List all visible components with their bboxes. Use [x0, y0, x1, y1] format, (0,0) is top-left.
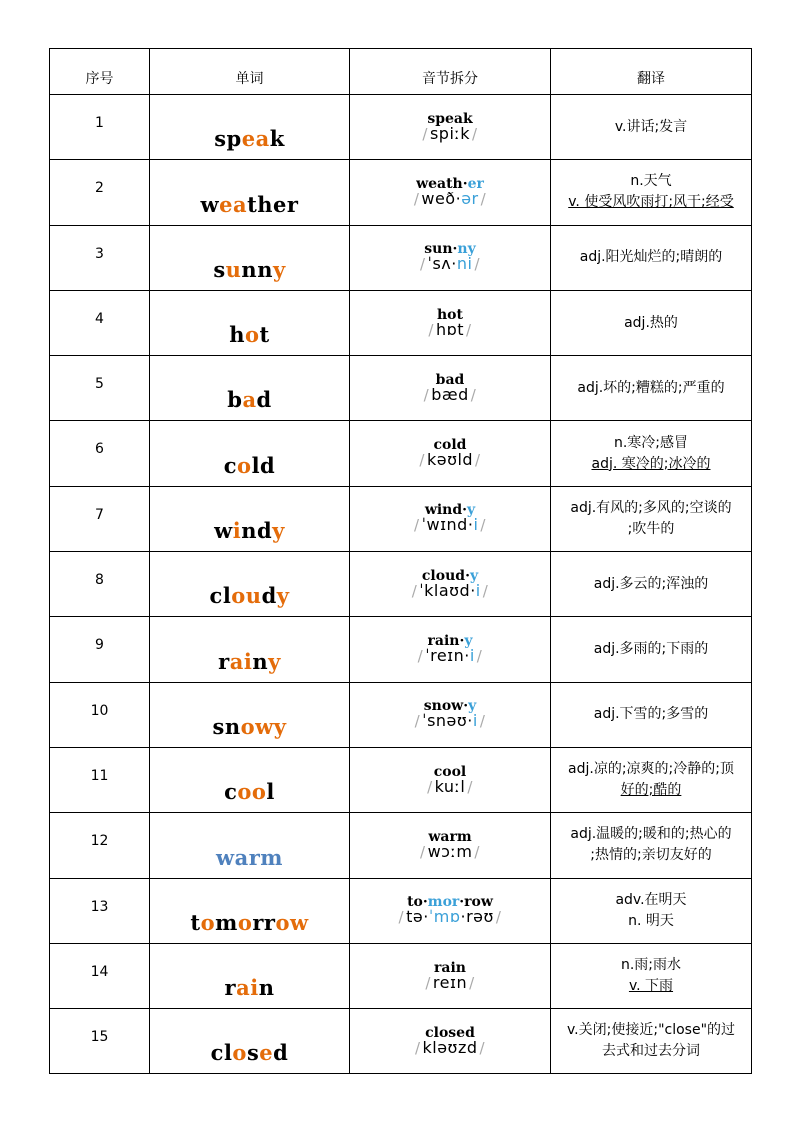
word-segment: y	[272, 256, 286, 282]
phonetic-slash-close: /	[476, 647, 483, 666]
word-segment: w	[200, 191, 220, 217]
phonetic-transcription	[350, 452, 550, 468]
phonetic-transcription	[350, 384, 550, 404]
word-segment: y	[276, 583, 290, 609]
translation-cell	[551, 1009, 752, 1074]
syllable-cell	[350, 1009, 551, 1074]
phonetic-segment: ˈklaʊd	[419, 580, 471, 600]
syllable-segment: row	[464, 894, 493, 911]
phonetic-slash-open: /	[414, 1038, 421, 1057]
syllable-segment: hot	[437, 306, 463, 323]
translation-line: adj.温暖的;暖和的;热心的	[570, 826, 732, 843]
table-row	[50, 552, 752, 617]
phonetic-segment: kuːl	[434, 776, 466, 796]
phonetic-slash-close: /	[474, 255, 480, 274]
row-number: 8	[50, 552, 150, 617]
translation-cell	[551, 290, 752, 355]
header-syllable: 音节拆分	[350, 49, 551, 95]
row-number: 4	[50, 290, 150, 355]
table-row	[50, 617, 752, 682]
phonetic-segment: weð	[421, 188, 456, 208]
phonetic-transcription	[350, 909, 550, 925]
syllable-segment: ·	[462, 502, 468, 519]
word-segment: ai	[236, 975, 259, 1001]
phonetic-slash-close: /	[470, 385, 477, 404]
phonetic-segment: wɔːm	[427, 841, 473, 861]
syllable-segment: weath	[416, 175, 463, 192]
vocab-word	[150, 813, 350, 878]
phonetic-transcription	[350, 776, 550, 796]
word-segment: m	[215, 909, 238, 935]
phonetic-transcription	[350, 972, 550, 992]
word-segment: ai	[229, 648, 253, 674]
phonetic-transcription	[350, 188, 550, 208]
syllable-segment: y	[467, 502, 476, 519]
word-segment: h	[229, 322, 246, 348]
syllable-cell	[350, 95, 551, 160]
translation-cell	[551, 747, 752, 812]
phonetic-slash-close: /	[479, 712, 486, 731]
word-segment: warm	[216, 844, 283, 870]
syllable-segment: rain	[427, 633, 460, 650]
vocab-word	[150, 552, 350, 617]
phonetic-slash-open: /	[428, 320, 434, 339]
word-segment: r	[224, 975, 237, 1001]
syllable-segment: mor	[427, 894, 460, 911]
phonetic-segment: ·	[467, 711, 473, 731]
word-segment: o	[200, 909, 216, 935]
phonetic-transcription	[350, 841, 550, 861]
syllable-segment: warm	[428, 828, 472, 845]
phonetic-segment: rəʊ	[466, 907, 494, 927]
syllable-segment: closed	[425, 1024, 475, 1041]
syllable-cell	[350, 617, 551, 682]
row-number: 5	[50, 356, 150, 421]
row-number: 12	[50, 813, 150, 878]
phonetic-segment: reɪn	[432, 972, 468, 992]
word-segment: cl	[210, 1040, 233, 1066]
translation-line: n. 明天	[628, 912, 674, 929]
word-segment: ther	[247, 191, 299, 217]
word-segment: t	[259, 322, 270, 348]
phonetic-segment: kləʊzd	[422, 1037, 478, 1057]
vocab-word	[150, 421, 350, 486]
phonetic-slash-open: /	[398, 908, 405, 927]
word-segment: a	[242, 387, 257, 413]
phonetic-slash-open: /	[414, 516, 420, 535]
row-number: 14	[50, 943, 150, 1008]
phonetic-transcription	[350, 517, 550, 533]
vocab-word	[150, 1009, 350, 1074]
phonetic-slash-open: /	[419, 255, 426, 274]
phonetic-slash-close: /	[480, 516, 486, 535]
table-row	[50, 813, 752, 878]
phonetic-segment: i	[473, 515, 479, 535]
syllable-segment: y	[464, 633, 473, 650]
header-translation: 翻译	[551, 49, 752, 95]
vocab-word	[150, 617, 350, 682]
translation-line: adv.在明天	[615, 891, 687, 908]
phonetic-transcription	[350, 256, 550, 272]
translation-cell	[551, 552, 752, 617]
vocab-word	[150, 682, 350, 747]
translation-line: v.关闭;使接近;"close"的过	[566, 1022, 736, 1039]
translation-line: adj.有风的;多风的;空谈的	[570, 499, 732, 516]
syllable-segment: ·	[465, 567, 470, 584]
word-segment: s	[246, 1040, 260, 1066]
table-row	[50, 486, 752, 551]
word-segment: d	[256, 387, 272, 413]
word-segment: n	[252, 648, 269, 674]
word-segment: s	[213, 256, 226, 282]
word-segment: o	[237, 452, 252, 478]
phonetic-transcription	[350, 648, 550, 664]
translation-line: adj.热的	[624, 314, 678, 331]
word-segment: sp	[214, 126, 242, 152]
word-segment: i	[232, 518, 242, 544]
translation-line: 去式和过去分词	[602, 1043, 700, 1060]
syllable-cell	[350, 813, 551, 878]
row-number: 13	[50, 878, 150, 943]
row-number: 7	[50, 486, 150, 551]
word-segment: b	[227, 387, 243, 413]
word-segment: d	[273, 1040, 289, 1066]
table-row	[50, 225, 752, 290]
phonetic-segment: ˈreɪn	[425, 646, 465, 666]
row-number: 15	[50, 1009, 150, 1074]
word-segment: ea	[241, 126, 270, 152]
row-number: 1	[50, 95, 150, 160]
syllable-cell	[350, 747, 551, 812]
row-number: 9	[50, 617, 150, 682]
table-row	[50, 356, 752, 421]
phonetic-transcription	[350, 319, 550, 339]
word-segment: ow	[275, 909, 309, 935]
word-segment: o	[245, 322, 260, 348]
syllable-segment: cold	[433, 437, 467, 454]
vocab-word	[150, 290, 350, 355]
phonetic-transcription	[350, 123, 550, 143]
phonetic-slash-close: /	[475, 451, 481, 470]
syllable-cell	[350, 356, 551, 421]
syllable-cell	[350, 160, 551, 225]
syllable-segment: ·	[459, 633, 465, 650]
phonetic-slash-open: /	[427, 777, 433, 796]
word-segment: nn	[241, 256, 273, 282]
phonetic-segment: ·	[467, 515, 474, 535]
vocab-word	[150, 160, 350, 225]
phonetic-slash-open: /	[422, 124, 428, 143]
word-segment: ou	[231, 583, 262, 609]
syllable-cell	[350, 225, 551, 290]
word-segment: oo	[237, 779, 267, 805]
syllable-segment: ·	[463, 698, 469, 715]
translation-line: adj.坏的;糟糕的;严重的	[577, 379, 725, 396]
vocab-word	[150, 943, 350, 1008]
phonetic-segment: tə	[406, 907, 424, 927]
table-row	[50, 421, 752, 486]
word-segment: ea	[219, 191, 248, 217]
phonetic-segment: ·	[455, 188, 462, 208]
word-segment: t	[190, 909, 201, 935]
syllable-segment: ·	[459, 894, 465, 911]
syllable-cell	[350, 486, 551, 551]
phonetic-transcription	[350, 1037, 550, 1057]
word-segment: o	[237, 909, 253, 935]
syllable-segment: ·	[422, 894, 428, 911]
phonetic-slash-close: /	[482, 581, 489, 600]
vocabulary-table	[49, 48, 752, 1074]
phonetic-slash-open: /	[417, 647, 424, 666]
phonetic-slash-open: /	[413, 189, 420, 208]
translation-line: n.天气	[630, 173, 672, 190]
word-segment: rr	[252, 909, 276, 935]
word-segment: sn	[212, 713, 241, 739]
table-row	[50, 95, 752, 160]
phonetic-segment: spiːk	[429, 123, 471, 143]
syllable-segment: sun	[424, 241, 453, 258]
syllable-segment: bad	[435, 371, 465, 388]
syllable-segment: ·	[452, 241, 458, 258]
translation-line: v. 使受风吹雨打;风干;经受	[568, 194, 734, 211]
phonetic-segment: i	[469, 646, 475, 666]
translation-line: v. 下雨	[628, 978, 674, 994]
phonetic-segment: i	[472, 711, 478, 731]
translation-line: ;热情的;亲切友好的	[590, 847, 712, 864]
translation-line: 好的;酷的	[620, 782, 682, 799]
header-word: 单词	[150, 49, 350, 95]
word-segment: c	[223, 452, 238, 478]
translation-cell	[551, 943, 752, 1008]
phonetic-segment: hɒt	[435, 319, 465, 339]
phonetic-segment: ·	[451, 254, 457, 274]
word-segment: n	[258, 975, 275, 1001]
syllable-cell	[350, 878, 551, 943]
syllable-segment: y	[468, 698, 477, 715]
syllable-cell	[350, 421, 551, 486]
phonetic-slash-close: /	[479, 1038, 486, 1057]
translation-line: adj.多雨的;下雨的	[593, 641, 709, 658]
phonetic-segment: ·	[423, 907, 429, 927]
syllable-segment: speak	[427, 110, 473, 127]
syllable-segment: y	[469, 567, 479, 584]
row-number: 3	[50, 225, 150, 290]
word-segment: r	[218, 648, 230, 674]
translation-cell	[551, 617, 752, 682]
translation-line: adj. 寒冷的;冰冷的	[591, 455, 711, 472]
syllable-segment: rain	[434, 959, 466, 976]
syllable-cell	[350, 943, 551, 1008]
header-num: 序号	[50, 49, 150, 95]
phonetic-slash-close: /	[480, 189, 487, 208]
syllable-segment: to	[407, 894, 423, 911]
table-body	[50, 95, 752, 1074]
syllable-segment: snow	[423, 698, 464, 715]
phonetic-slash-close: /	[466, 320, 472, 339]
syllable-segment: er	[467, 175, 484, 192]
word-segment: y	[268, 648, 281, 674]
row-number: 11	[50, 747, 150, 812]
phonetic-slash-open: /	[425, 973, 431, 992]
translation-line: adj.凉的;凉爽的;冷静的;顶	[568, 761, 734, 778]
translation-cell	[551, 225, 752, 290]
phonetic-slash-open: /	[411, 581, 418, 600]
translation-cell	[551, 356, 752, 421]
row-number: 10	[50, 682, 150, 747]
word-segment: k	[269, 126, 285, 152]
phonetic-slash-open: /	[420, 842, 426, 861]
word-segment: ld	[251, 452, 276, 478]
word-segment: e	[259, 1040, 274, 1066]
translation-cell	[551, 421, 752, 486]
phonetic-transcription	[350, 713, 550, 729]
translation-line: adj.阳光灿烂的;晴朗的	[579, 249, 723, 266]
translation-line: ;吹牛的	[627, 520, 675, 537]
phonetic-slash-close: /	[467, 777, 473, 796]
vocab-word	[150, 747, 350, 812]
row-number: 6	[50, 421, 150, 486]
word-segment: o	[232, 1040, 247, 1066]
table-row	[50, 160, 752, 225]
translation-line: n.寒冷;感冒	[613, 434, 689, 451]
syllable-cell	[350, 682, 551, 747]
phonetic-segment: ·	[464, 646, 470, 666]
phonetic-slash-close: /	[474, 842, 480, 861]
vocab-word	[150, 356, 350, 421]
syllable-segment: ·	[462, 175, 468, 192]
translation-cell	[551, 682, 752, 747]
word-segment: cl	[209, 583, 232, 609]
table-row	[50, 1009, 752, 1074]
word-segment: l	[266, 779, 275, 805]
translation-line: adj.下雪的;多雪的	[593, 706, 709, 723]
translation-cell	[551, 95, 752, 160]
phonetic-slash-open: /	[423, 385, 430, 404]
word-segment: y	[272, 518, 285, 544]
syllable-segment: cloud	[421, 567, 466, 584]
phonetic-slash-open: /	[419, 451, 425, 470]
table-row	[50, 682, 752, 747]
vocab-word	[150, 95, 350, 160]
phonetic-segment: ni	[456, 254, 473, 274]
table-row	[50, 943, 752, 1008]
row-number: 2	[50, 160, 150, 225]
translation-cell	[551, 486, 752, 551]
syllable-segment: ny	[457, 241, 476, 258]
phonetic-slash-close: /	[469, 973, 475, 992]
table-row	[50, 747, 752, 812]
vocab-word	[150, 225, 350, 290]
table-row	[50, 878, 752, 943]
phonetic-slash-open: /	[414, 712, 421, 731]
phonetic-slash-close: /	[495, 908, 502, 927]
phonetic-segment: ˈmɒ	[428, 907, 461, 927]
phonetic-segment: ˈsʌ	[427, 254, 452, 274]
vocab-word	[150, 486, 350, 551]
syllable-segment: wind	[424, 502, 463, 519]
translation-cell	[551, 160, 752, 225]
table-row	[50, 290, 752, 355]
vocab-word	[150, 878, 350, 943]
word-segment: d	[261, 583, 277, 609]
header-row	[50, 49, 752, 95]
translation-line: adj.多云的;浑浊的	[593, 575, 709, 592]
word-segment: w	[214, 518, 233, 544]
phonetic-transcription	[350, 580, 550, 600]
translation-line: n.雨;雨水	[620, 957, 682, 973]
phonetic-segment: ·	[470, 580, 476, 600]
phonetic-segment: bæd	[431, 384, 469, 404]
phonetic-segment: kəʊld	[426, 450, 474, 470]
phonetic-slash-close: /	[472, 124, 478, 143]
translation-cell	[551, 878, 752, 943]
syllable-cell	[350, 290, 551, 355]
syllable-segment: cool	[433, 763, 467, 780]
phonetic-segment: ər	[461, 188, 479, 208]
phonetic-segment: ˈwɪnd	[421, 515, 468, 535]
translation-line: v.讲话;发言	[614, 118, 688, 135]
word-segment: u	[225, 256, 242, 282]
translation-cell	[551, 813, 752, 878]
phonetic-segment: i	[475, 580, 481, 600]
word-segment: c	[224, 779, 238, 805]
word-segment: nd	[241, 518, 273, 544]
phonetic-segment: ·	[460, 907, 467, 927]
syllable-cell	[350, 552, 551, 617]
word-segment: owy	[240, 713, 287, 739]
phonetic-segment: ˈsnəʊ	[422, 711, 468, 731]
